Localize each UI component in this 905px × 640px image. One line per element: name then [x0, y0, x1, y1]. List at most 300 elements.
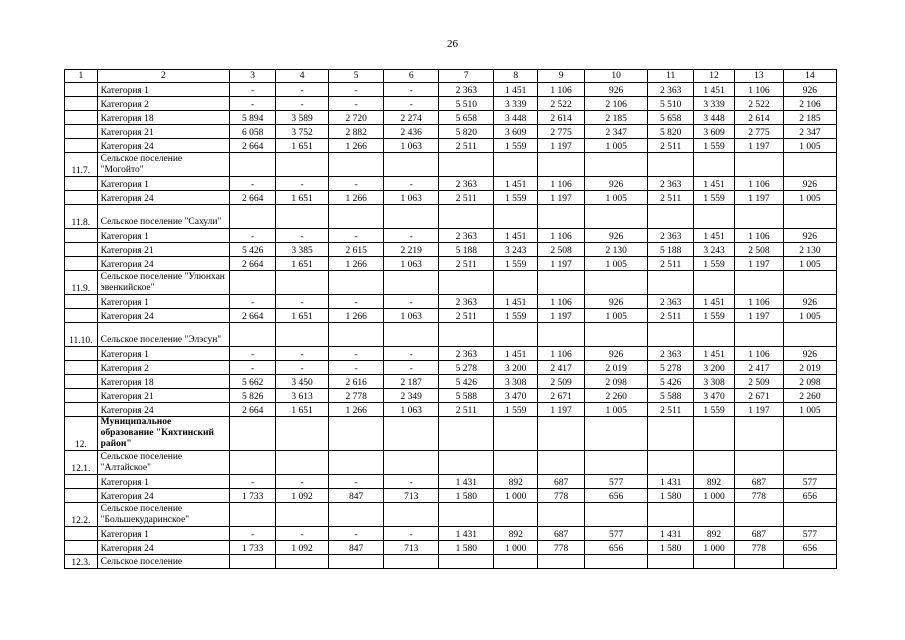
- row-code: [65, 389, 98, 403]
- value-cell: -: [230, 295, 276, 309]
- value-cell: 2 720: [329, 111, 384, 125]
- value-cell: 1 106: [734, 295, 783, 309]
- table-row: [65, 475, 837, 489]
- row-name: Категория 18: [97, 111, 230, 125]
- value-cell: 1 451: [694, 295, 735, 309]
- value-cell: [329, 205, 384, 229]
- value-cell: 2 616: [329, 375, 384, 389]
- value-cell: 577: [585, 527, 648, 541]
- value-cell: -: [384, 527, 439, 541]
- column-header-4: 4: [276, 70, 329, 83]
- value-cell: -: [384, 347, 439, 361]
- value-cell: 1 451: [694, 83, 735, 97]
- row-code: [65, 541, 98, 555]
- value-cell: [329, 503, 384, 527]
- value-cell: 5 826: [230, 389, 276, 403]
- value-cell: 713: [384, 489, 439, 503]
- value-cell: [494, 555, 538, 569]
- row-name: Категория 1: [97, 83, 230, 97]
- value-cell: [585, 451, 648, 475]
- value-cell: [276, 153, 329, 177]
- value-cell: 2 511: [439, 139, 494, 153]
- row-name: Категория 21: [97, 389, 230, 403]
- row-name: Категория 1: [97, 527, 230, 541]
- value-cell: [585, 323, 648, 347]
- table-row: [65, 125, 837, 139]
- row-code: 11.9.: [65, 271, 98, 295]
- value-cell: 1 559: [494, 191, 538, 205]
- table-row: [65, 375, 837, 389]
- value-cell: 2 417: [734, 361, 783, 375]
- value-cell: -: [329, 347, 384, 361]
- table-row: [65, 361, 837, 375]
- value-cell: [734, 451, 783, 475]
- value-cell: [585, 271, 648, 295]
- row-code: [65, 361, 98, 375]
- value-cell: -: [329, 361, 384, 375]
- table-row: [65, 257, 837, 271]
- value-cell: 656: [585, 541, 648, 555]
- row-code: [65, 125, 98, 139]
- row-code: 11.8.: [65, 205, 98, 229]
- value-cell: 5 426: [230, 243, 276, 257]
- value-cell: [276, 271, 329, 295]
- value-cell: 926: [783, 295, 836, 309]
- row-name: Сельское поселение "Алтайское": [97, 451, 230, 475]
- value-cell: [648, 323, 694, 347]
- value-cell: 1 197: [538, 403, 585, 417]
- value-cell: 778: [734, 489, 783, 503]
- value-cell: 656: [585, 489, 648, 503]
- table-row: [65, 403, 837, 417]
- value-cell: 687: [538, 475, 585, 489]
- value-cell: 2 664: [230, 191, 276, 205]
- value-cell: 3 609: [494, 125, 538, 139]
- value-cell: [439, 555, 494, 569]
- value-cell: [384, 451, 439, 475]
- value-cell: -: [276, 177, 329, 191]
- value-cell: [538, 323, 585, 347]
- value-cell: 3 339: [694, 97, 735, 111]
- value-cell: 5 662: [230, 375, 276, 389]
- row-code: [65, 111, 98, 125]
- value-cell: 2 615: [329, 243, 384, 257]
- row-name: Категория 1: [97, 347, 230, 361]
- value-cell: [230, 205, 276, 229]
- value-cell: 1 651: [276, 191, 329, 205]
- value-cell: 3 470: [494, 389, 538, 403]
- value-cell: 1 063: [384, 257, 439, 271]
- value-cell: 2 098: [783, 375, 836, 389]
- value-cell: 926: [585, 347, 648, 361]
- value-cell: 1 451: [494, 177, 538, 191]
- value-cell: [276, 503, 329, 527]
- value-cell: 1 451: [694, 229, 735, 243]
- value-cell: [648, 417, 694, 451]
- value-cell: 2 614: [734, 111, 783, 125]
- value-cell: 3 243: [494, 243, 538, 257]
- value-cell: [538, 417, 585, 451]
- value-cell: [384, 417, 439, 451]
- value-cell: -: [384, 177, 439, 191]
- value-cell: 2 363: [439, 177, 494, 191]
- value-cell: 2 106: [783, 97, 836, 111]
- value-cell: -: [276, 97, 329, 111]
- value-cell: 1 000: [494, 489, 538, 503]
- value-cell: 1 197: [734, 403, 783, 417]
- value-cell: 656: [783, 541, 836, 555]
- row-name: Сельское поселение "Улюнхан эвенкийское": [97, 271, 230, 295]
- value-cell: 2 614: [538, 111, 585, 125]
- value-cell: 2 511: [648, 309, 694, 323]
- value-cell: 3 450: [276, 375, 329, 389]
- value-cell: -: [384, 83, 439, 97]
- row-code: [65, 97, 98, 111]
- value-cell: 892: [494, 527, 538, 541]
- row-code: [65, 403, 98, 417]
- value-cell: [734, 271, 783, 295]
- value-cell: -: [230, 177, 276, 191]
- value-cell: 687: [538, 527, 585, 541]
- value-cell: -: [384, 361, 439, 375]
- value-cell: [439, 451, 494, 475]
- row-name: Категория 2: [97, 361, 230, 375]
- row-code: [65, 489, 98, 503]
- value-cell: 1 431: [439, 475, 494, 489]
- table-row: [65, 139, 837, 153]
- row-code: 11.7.: [65, 153, 98, 177]
- value-cell: 3 609: [694, 125, 735, 139]
- value-cell: 1 197: [538, 191, 585, 205]
- value-cell: 1 651: [276, 257, 329, 271]
- column-header-13: 13: [734, 70, 783, 83]
- value-cell: [734, 205, 783, 229]
- value-cell: 3 243: [694, 243, 735, 257]
- value-cell: 1 197: [538, 309, 585, 323]
- value-cell: -: [329, 527, 384, 541]
- table-row: [65, 389, 837, 403]
- value-cell: 2 363: [648, 347, 694, 361]
- value-cell: -: [276, 527, 329, 541]
- value-cell: -: [329, 177, 384, 191]
- value-cell: 2 185: [585, 111, 648, 125]
- value-cell: 926: [783, 83, 836, 97]
- value-cell: 1 559: [494, 257, 538, 271]
- value-cell: 1 580: [439, 541, 494, 555]
- row-name: Категория 1: [97, 177, 230, 191]
- value-cell: 2 522: [734, 97, 783, 111]
- value-cell: 1 651: [276, 403, 329, 417]
- row-name: Сельское поселение "Могойто": [97, 153, 230, 177]
- row-code: 12.: [65, 417, 98, 451]
- value-cell: [276, 417, 329, 451]
- column-header-1: 1: [65, 70, 98, 83]
- value-cell: 1 106: [734, 229, 783, 243]
- value-cell: -: [276, 229, 329, 243]
- value-cell: 1 266: [329, 191, 384, 205]
- value-cell: [494, 451, 538, 475]
- value-cell: [694, 555, 735, 569]
- value-cell: [494, 271, 538, 295]
- value-cell: 1 005: [585, 257, 648, 271]
- value-cell: 926: [585, 83, 648, 97]
- value-cell: 778: [734, 541, 783, 555]
- row-code: [65, 139, 98, 153]
- value-cell: [276, 451, 329, 475]
- value-cell: [494, 323, 538, 347]
- row-name: Категория 18: [97, 375, 230, 389]
- value-cell: -: [230, 527, 276, 541]
- row-name: Категория 24: [97, 541, 230, 555]
- value-cell: 2 511: [439, 309, 494, 323]
- value-cell: 577: [783, 475, 836, 489]
- row-code: [65, 295, 98, 309]
- value-cell: 2 664: [230, 139, 276, 153]
- value-cell: [384, 555, 439, 569]
- row-name: Категория 24: [97, 139, 230, 153]
- value-cell: -: [230, 83, 276, 97]
- row-name: Категория 1: [97, 229, 230, 243]
- value-cell: 1 651: [276, 309, 329, 323]
- value-cell: 1 197: [734, 309, 783, 323]
- value-cell: 2 363: [648, 177, 694, 191]
- value-cell: 926: [585, 177, 648, 191]
- value-cell: 2 511: [648, 257, 694, 271]
- tariff-table: [64, 69, 837, 569]
- value-cell: -: [329, 295, 384, 309]
- value-cell: [585, 417, 648, 451]
- row-code: 12.1.: [65, 451, 98, 475]
- row-name: Категория 21: [97, 243, 230, 257]
- value-cell: [329, 153, 384, 177]
- value-cell: 1 559: [694, 139, 735, 153]
- value-cell: -: [276, 347, 329, 361]
- row-name: Категория 24: [97, 257, 230, 271]
- value-cell: [494, 503, 538, 527]
- value-cell: -: [276, 295, 329, 309]
- value-cell: 2 363: [439, 83, 494, 97]
- row-name: Категория 1: [97, 475, 230, 489]
- value-cell: [648, 271, 694, 295]
- value-cell: 1 733: [230, 541, 276, 555]
- section-row: [65, 503, 837, 527]
- table-row: [65, 541, 837, 555]
- value-cell: 2 019: [585, 361, 648, 375]
- value-cell: [783, 271, 836, 295]
- value-cell: 3 448: [694, 111, 735, 125]
- value-cell: 1 063: [384, 309, 439, 323]
- value-cell: 1 197: [538, 139, 585, 153]
- value-cell: 5 426: [648, 375, 694, 389]
- column-header-7: 7: [439, 70, 494, 83]
- value-cell: 1 106: [734, 347, 783, 361]
- table-row: [65, 243, 837, 257]
- row-name: Сельское поселение "Сахули": [97, 205, 230, 229]
- value-cell: -: [329, 229, 384, 243]
- section-row: [65, 417, 837, 451]
- value-cell: 1 000: [694, 541, 735, 555]
- column-header-10: 10: [585, 70, 648, 83]
- value-cell: [439, 271, 494, 295]
- value-cell: -: [384, 229, 439, 243]
- value-cell: -: [384, 475, 439, 489]
- row-code: [65, 257, 98, 271]
- value-cell: 1 266: [329, 403, 384, 417]
- row-name: Категория 24: [97, 191, 230, 205]
- table-row: [65, 97, 837, 111]
- value-cell: [439, 417, 494, 451]
- value-cell: 3 385: [276, 243, 329, 257]
- value-cell: [694, 503, 735, 527]
- table-row: [65, 191, 837, 205]
- value-cell: 1 580: [648, 489, 694, 503]
- value-cell: -: [230, 347, 276, 361]
- value-cell: 1 559: [694, 403, 735, 417]
- value-cell: 1 451: [494, 295, 538, 309]
- value-cell: [329, 451, 384, 475]
- value-cell: 1 063: [384, 403, 439, 417]
- row-code: [65, 177, 98, 191]
- value-cell: 1 005: [585, 139, 648, 153]
- row-code: [65, 243, 98, 257]
- value-cell: 5 510: [648, 97, 694, 111]
- value-cell: 2 363: [648, 295, 694, 309]
- value-cell: 1 431: [648, 475, 694, 489]
- row-code: [65, 191, 98, 205]
- header-row: [65, 70, 837, 83]
- table-row: [65, 177, 837, 191]
- value-cell: [439, 503, 494, 527]
- value-cell: 1 106: [538, 229, 585, 243]
- value-cell: [783, 451, 836, 475]
- column-header-12: 12: [694, 70, 735, 83]
- value-cell: 926: [585, 295, 648, 309]
- row-name: Категория 24: [97, 309, 230, 323]
- value-cell: 1 005: [783, 403, 836, 417]
- value-cell: [230, 451, 276, 475]
- row-name: Муниципальное образование "Кяхтинский район": [97, 417, 230, 451]
- value-cell: 5 658: [439, 111, 494, 125]
- value-cell: 3 200: [694, 361, 735, 375]
- value-cell: 1 197: [734, 257, 783, 271]
- value-cell: 1 559: [494, 403, 538, 417]
- section-row: [65, 271, 837, 295]
- value-cell: 6 058: [230, 125, 276, 139]
- value-cell: 2 363: [439, 347, 494, 361]
- value-cell: 2 508: [538, 243, 585, 257]
- value-cell: [230, 271, 276, 295]
- value-cell: -: [329, 97, 384, 111]
- value-cell: [648, 451, 694, 475]
- value-cell: [783, 205, 836, 229]
- value-cell: [585, 153, 648, 177]
- table-row: [65, 229, 837, 243]
- value-cell: 1 197: [538, 257, 585, 271]
- value-cell: 1 580: [648, 541, 694, 555]
- value-cell: [276, 323, 329, 347]
- value-cell: [384, 205, 439, 229]
- value-cell: 2 130: [585, 243, 648, 257]
- value-cell: [384, 271, 439, 295]
- value-cell: [783, 555, 836, 569]
- row-code: [65, 347, 98, 361]
- column-header-9: 9: [538, 70, 585, 83]
- table-row: [65, 295, 837, 309]
- value-cell: 2 511: [439, 257, 494, 271]
- value-cell: 2 509: [538, 375, 585, 389]
- value-cell: 1 559: [694, 257, 735, 271]
- value-cell: [230, 153, 276, 177]
- value-cell: 1 559: [494, 309, 538, 323]
- value-cell: 577: [783, 527, 836, 541]
- row-code: [65, 83, 98, 97]
- value-cell: [734, 417, 783, 451]
- value-cell: [694, 153, 735, 177]
- column-header-2: 2: [97, 70, 230, 83]
- value-cell: 1 005: [585, 191, 648, 205]
- column-header-11: 11: [648, 70, 694, 83]
- value-cell: 5 658: [648, 111, 694, 125]
- value-cell: 1 559: [494, 139, 538, 153]
- value-cell: [538, 451, 585, 475]
- value-cell: 1 000: [494, 541, 538, 555]
- value-cell: 2 775: [734, 125, 783, 139]
- value-cell: 5 894: [230, 111, 276, 125]
- value-cell: 2 130: [783, 243, 836, 257]
- value-cell: 2 511: [439, 403, 494, 417]
- value-cell: 2 363: [439, 229, 494, 243]
- value-cell: 2 664: [230, 309, 276, 323]
- value-cell: 1 005: [783, 309, 836, 323]
- value-cell: [694, 205, 735, 229]
- value-cell: [585, 503, 648, 527]
- value-cell: [538, 555, 585, 569]
- value-cell: -: [230, 361, 276, 375]
- value-cell: [694, 417, 735, 451]
- value-cell: 2 511: [648, 139, 694, 153]
- value-cell: 5 588: [648, 389, 694, 403]
- value-cell: 2 098: [585, 375, 648, 389]
- value-cell: [439, 323, 494, 347]
- value-cell: 1 063: [384, 191, 439, 205]
- table-row: [65, 347, 837, 361]
- value-cell: 1 092: [276, 541, 329, 555]
- value-cell: 2 363: [648, 83, 694, 97]
- value-cell: 1 197: [734, 191, 783, 205]
- row-code: [65, 375, 98, 389]
- value-cell: 1 005: [783, 257, 836, 271]
- value-cell: 1 559: [694, 191, 735, 205]
- value-cell: 2 260: [783, 389, 836, 403]
- value-cell: 892: [494, 475, 538, 489]
- value-cell: [538, 153, 585, 177]
- value-cell: 2 260: [585, 389, 648, 403]
- value-cell: [494, 153, 538, 177]
- value-cell: [276, 555, 329, 569]
- value-cell: 3 339: [494, 97, 538, 111]
- value-cell: 1 451: [494, 229, 538, 243]
- value-cell: 1 000: [694, 489, 735, 503]
- value-cell: [329, 323, 384, 347]
- value-cell: [783, 503, 836, 527]
- value-cell: [734, 503, 783, 527]
- value-cell: 1 266: [329, 309, 384, 323]
- value-cell: 2 511: [648, 191, 694, 205]
- value-cell: 1 005: [585, 309, 648, 323]
- value-cell: 2 509: [734, 375, 783, 389]
- value-cell: 1 005: [783, 139, 836, 153]
- value-cell: 1 092: [276, 489, 329, 503]
